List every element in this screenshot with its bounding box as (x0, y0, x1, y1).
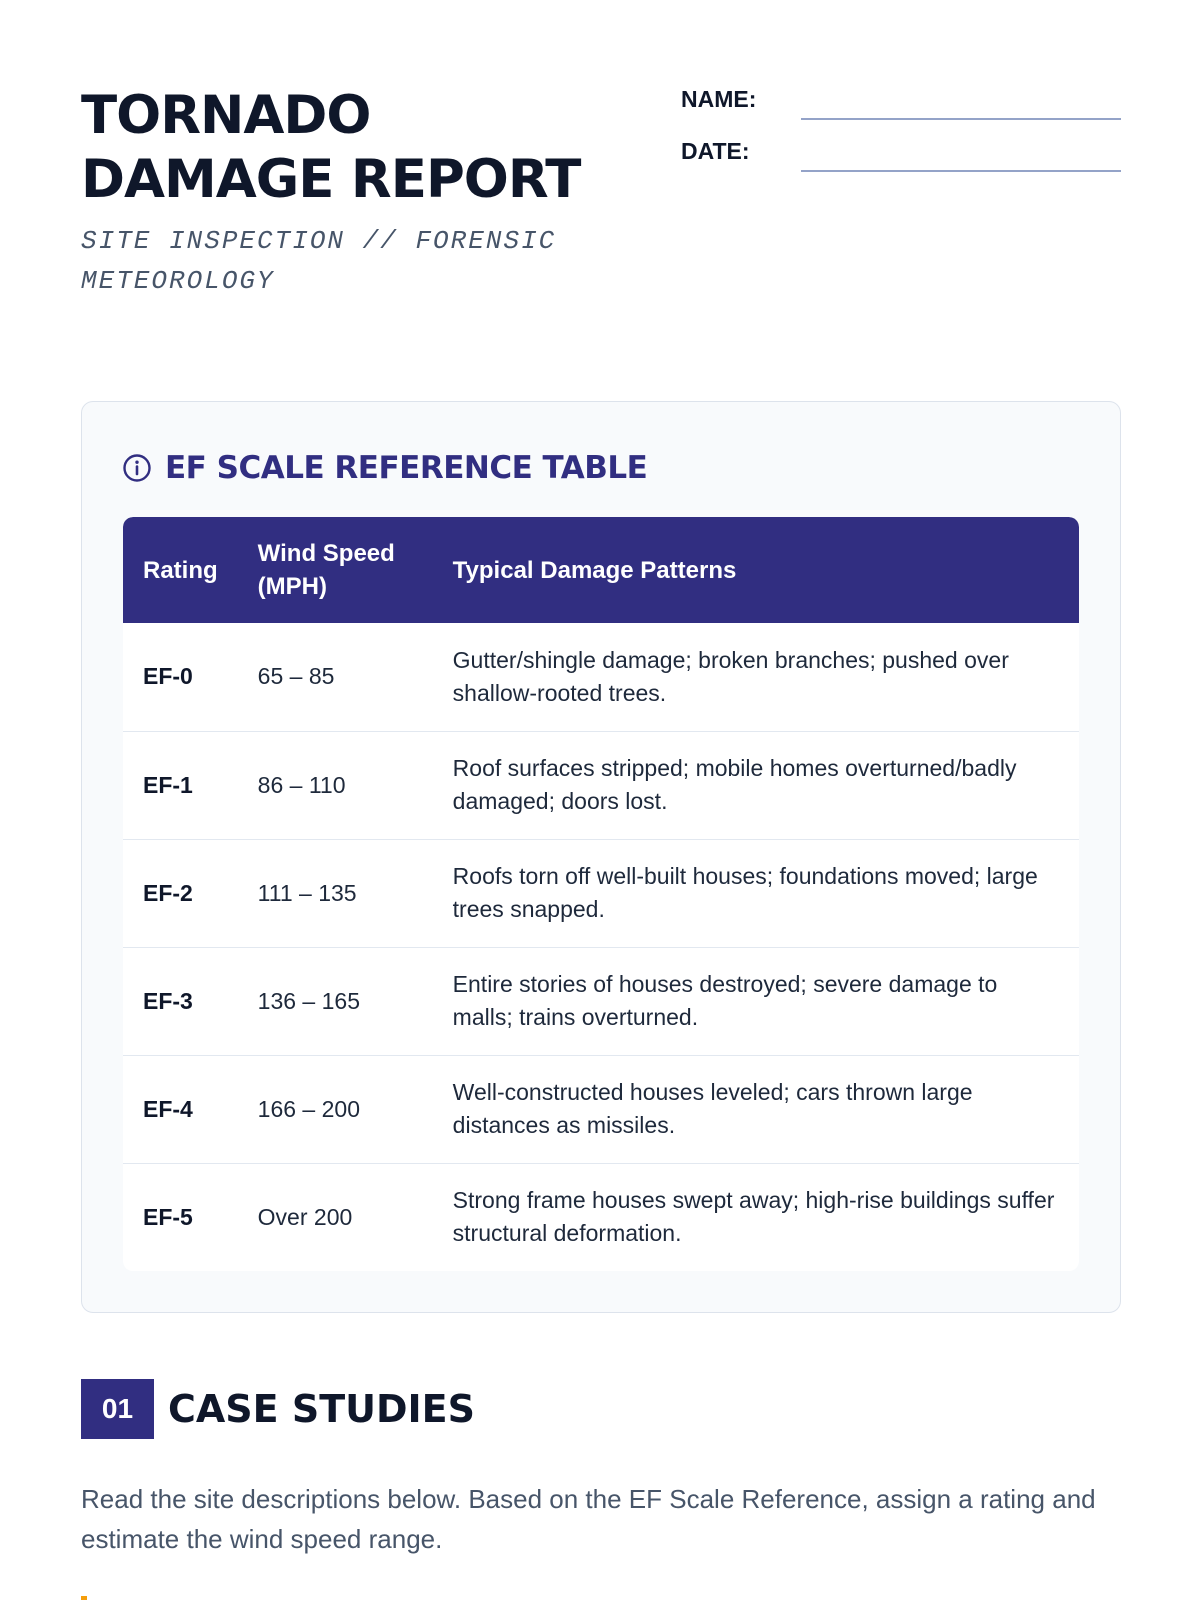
damage-cell: Well-constructed houses leveled; cars thrown large distances as missiles. (433, 1055, 1079, 1163)
table-row (123, 839, 1079, 947)
rating-cell: EF-4 (123, 1055, 238, 1163)
ef-scale-reference-panel (81, 401, 1121, 1313)
damage-cell: Roofs torn off well-built houses; foundations moved; large trees snapped. (433, 839, 1079, 947)
table-row (123, 731, 1079, 839)
date-label: DATE: (681, 138, 750, 164)
wind-speed-cell: 166 – 200 (238, 1055, 433, 1163)
damage-cell: Entire stories of houses destroyed; severe damage to malls; trains overturned. (433, 947, 1079, 1055)
rating-cell: EF-0 (143, 663, 193, 690)
section-number-badge: 01 (81, 1379, 154, 1439)
table-row (123, 623, 1079, 731)
wind-speed-cell: 136 – 165 (238, 947, 433, 1055)
reference-heading (123, 448, 647, 488)
reference-title: EF SCALE REFERENCE TABLE (165, 450, 648, 486)
table-header-row (123, 517, 1079, 623)
column-header-rating: Rating (143, 556, 218, 584)
table-row (123, 1163, 1079, 1271)
page-title (81, 84, 661, 212)
student-fields (681, 84, 1121, 188)
table-row (123, 947, 1079, 1055)
date-field (681, 136, 1121, 188)
report-page (81, 0, 1121, 1600)
damage-cell: Strong frame houses swept away; high-rise buildings suffer structural deformation. (433, 1163, 1079, 1271)
ef-scale-table (123, 517, 1079, 1271)
wind-speed-cell: 111 – 135 (238, 839, 433, 947)
damage-cell: Gutter/shingle damage; broken branches; pushed over shallow-rooted trees. (452, 646, 1009, 706)
damage-cell: Roof surfaces stripped; mobile homes overturned/badly damaged; doors lost. (433, 731, 1079, 839)
column-header-wind-speed: Wind Speed (MPH) (257, 540, 395, 600)
case-studies-heading (81, 1379, 475, 1439)
name-label: NAME: (681, 86, 757, 112)
column-header-damage-patterns: Typical Damage Patterns (452, 556, 737, 584)
title-line-1: TORNADO (81, 85, 371, 146)
page-subtitle: SITE INSPECTION // FORENSIC METEOROLOGY (81, 226, 557, 296)
wind-speed-cell: 65 – 85 (257, 663, 335, 690)
section-title: CASE STUDIES (168, 1387, 476, 1431)
case-card-accent (81, 1596, 87, 1600)
rating-cell: EF-2 (123, 839, 238, 947)
rating-cell: EF-1 (123, 731, 238, 839)
rating-cell: EF-3 (123, 947, 238, 1055)
name-input-line[interactable] (801, 118, 1121, 120)
wind-speed-cell: 86 – 110 (238, 731, 433, 839)
title-line-2: DAMAGE REPORT (81, 149, 581, 210)
info-icon (123, 454, 151, 482)
table-row (123, 1055, 1079, 1163)
name-field (681, 84, 1121, 136)
case-studies-instructions: Read the site descriptions below. Based on the EF Scale Reference, assign a rating and estimate the wind speed range. (81, 1484, 1096, 1554)
date-input-line[interactable] (801, 170, 1121, 172)
report-header (81, 84, 1121, 344)
rating-cell: EF-5 (123, 1163, 238, 1271)
wind-speed-cell: Over 200 (238, 1163, 433, 1271)
